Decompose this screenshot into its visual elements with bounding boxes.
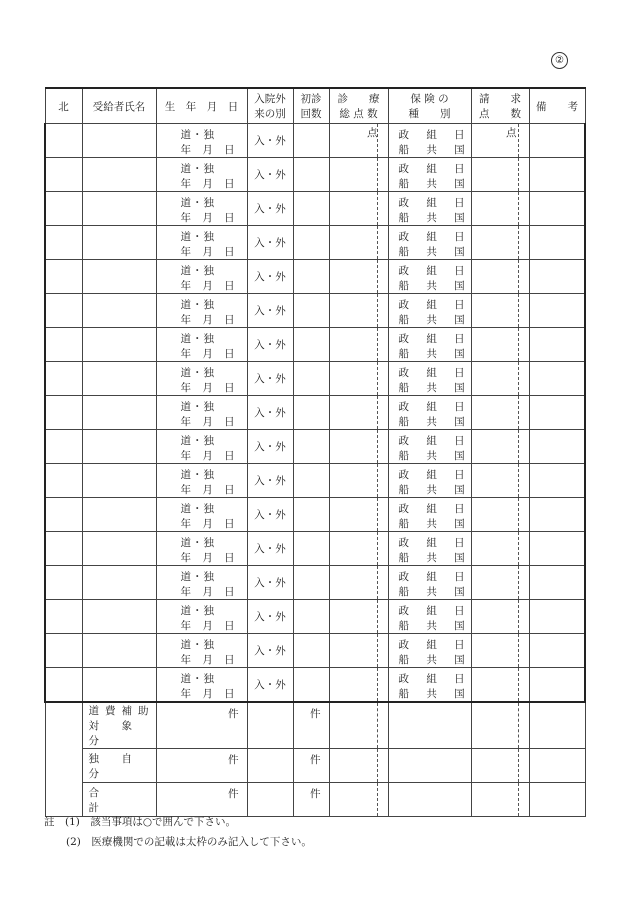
name-cell[interactable] (82, 566, 156, 600)
inout-cell[interactable]: 入・外 (247, 600, 293, 634)
table-row (45, 634, 585, 668)
table-row (45, 362, 585, 396)
birth-cell[interactable]: 道・独 年 月 日 (156, 668, 247, 703)
first-visit-cell[interactable] (293, 498, 329, 532)
name-cell[interactable] (82, 430, 156, 464)
remarks-cell[interactable] (529, 226, 585, 260)
name-cell[interactable] (82, 124, 156, 158)
inout-cell[interactable]: 入・外 (247, 532, 293, 566)
birth-cell[interactable]: 道・独 年 月 日 (156, 430, 247, 464)
table-row (45, 566, 585, 600)
inout-cell[interactable]: 入・外 (247, 158, 293, 192)
insurance-cell[interactable]: 政 組 日 船 共 国 (388, 226, 471, 260)
summary-label: 合 計 (82, 783, 156, 817)
summary-count-cell[interactable]: 件 (156, 783, 247, 817)
remarks-cell[interactable] (529, 396, 585, 430)
claim-points-cell[interactable] (471, 498, 529, 532)
col-kita: 北 (45, 88, 82, 124)
insurance-cell[interactable]: 政 組 日 船 共 国 (388, 192, 471, 226)
claim-points-cell[interactable] (471, 430, 529, 464)
first-visit-cell[interactable] (293, 430, 329, 464)
total-points-cell[interactable] (329, 430, 388, 464)
claim-points-cell[interactable]: 点 (471, 124, 529, 158)
insurance-cell[interactable]: 政 組 日 船 共 国 (388, 260, 471, 294)
claim-points-cell[interactable] (471, 294, 529, 328)
name-cell[interactable] (82, 464, 156, 498)
table-row (45, 226, 585, 260)
name-cell[interactable] (82, 158, 156, 192)
total-points-cell[interactable] (329, 158, 388, 192)
name-cell[interactable] (82, 260, 156, 294)
inout-cell[interactable]: 入・外 (247, 430, 293, 464)
remarks-cell[interactable] (529, 192, 585, 226)
name-cell[interactable] (82, 362, 156, 396)
claim-points-cell[interactable] (471, 464, 529, 498)
claim-points-cell[interactable] (471, 600, 529, 634)
col-first: 初診 回数 (293, 88, 329, 124)
insurance-cell[interactable]: 政 組 日 船 共 国 (388, 464, 471, 498)
summary-blank-cell[interactable] (247, 702, 293, 749)
kita-cell[interactable] (45, 464, 82, 498)
insurance-cell[interactable]: 政 組 日 船 共 国 (388, 124, 471, 158)
kita-cell[interactable] (45, 294, 82, 328)
remarks-cell[interactable] (529, 362, 585, 396)
summary-points-cell[interactable] (329, 749, 388, 783)
kita-cell[interactable] (45, 192, 82, 226)
summary-first-count-cell[interactable]: 件 (293, 702, 329, 749)
remarks-cell[interactable] (529, 634, 585, 668)
kita-cell[interactable] (45, 498, 82, 532)
first-visit-cell[interactable] (293, 634, 329, 668)
total-points-cell[interactable] (329, 192, 388, 226)
remarks-cell[interactable] (529, 464, 585, 498)
kita-cell[interactable] (45, 634, 82, 668)
table-row (45, 396, 585, 430)
summary-claim-cell[interactable] (471, 749, 529, 783)
kita-cell[interactable] (45, 532, 82, 566)
table-row (45, 158, 585, 192)
col-claim: 請 求 点 数 (471, 88, 529, 124)
table-row (45, 668, 585, 703)
remarks-cell[interactable] (529, 328, 585, 362)
claim-form-table (44, 87, 586, 817)
kita-cell[interactable] (45, 124, 82, 158)
summary-left-cell (45, 702, 82, 817)
remarks-cell[interactable] (529, 600, 585, 634)
insurance-cell[interactable]: 政 組 日 船 共 国 (388, 600, 471, 634)
table-row (45, 192, 585, 226)
birth-cell[interactable]: 道・独 年 月 日 (156, 124, 247, 158)
kita-cell[interactable] (45, 396, 82, 430)
insurance-cell[interactable]: 政 組 日 船 共 国 (388, 430, 471, 464)
total-points-cell[interactable] (329, 328, 388, 362)
summary-row-subsidy (45, 702, 585, 749)
remarks-cell[interactable] (529, 532, 585, 566)
claim-points-cell[interactable] (471, 634, 529, 668)
claim-points-cell[interactable] (471, 158, 529, 192)
inout-cell[interactable]: 入・外 (247, 396, 293, 430)
kita-cell[interactable] (45, 158, 82, 192)
note-1: (1) 該当事項は○で囲んで下さい。 (65, 816, 237, 828)
remarks-cell[interactable] (529, 566, 585, 600)
remarks-cell[interactable] (529, 158, 585, 192)
inout-cell[interactable]: 入・外 (247, 226, 293, 260)
col-birth: 生 年 月 日 (156, 88, 247, 124)
birth-cell[interactable]: 道・独 年 月 日 (156, 362, 247, 396)
summary-count-cell[interactable]: 件 (156, 749, 247, 783)
first-visit-cell[interactable] (293, 192, 329, 226)
table-row (45, 532, 585, 566)
first-visit-cell[interactable] (293, 362, 329, 396)
inout-cell[interactable]: 入・外 (247, 362, 293, 396)
col-name: 受給者氏名 (82, 88, 156, 124)
insurance-cell[interactable]: 政 組 日 船 共 国 (388, 158, 471, 192)
first-visit-cell[interactable] (293, 668, 329, 703)
total-points-cell[interactable] (329, 566, 388, 600)
name-cell[interactable] (82, 668, 156, 703)
summary-remarks-cell[interactable] (529, 749, 585, 783)
remarks-cell[interactable] (529, 668, 585, 703)
insurance-cell[interactable]: 政 組 日 船 共 国 (388, 498, 471, 532)
inout-cell[interactable]: 入・外 (247, 260, 293, 294)
total-points-cell[interactable] (329, 634, 388, 668)
inout-cell[interactable]: 入・外 (247, 192, 293, 226)
birth-cell[interactable]: 道・独 年 月 日 (156, 600, 247, 634)
total-points-cell[interactable] (329, 260, 388, 294)
birth-cell[interactable]: 道・独 年 月 日 (156, 158, 247, 192)
total-points-cell[interactable] (329, 464, 388, 498)
summary-points-cell[interactable] (329, 702, 388, 749)
table-row (45, 294, 585, 328)
insurance-cell[interactable]: 政 組 日 船 共 国 (388, 566, 471, 600)
name-cell[interactable] (82, 226, 156, 260)
inout-cell[interactable]: 入・外 (247, 668, 293, 703)
name-cell[interactable] (82, 634, 156, 668)
name-cell[interactable] (82, 600, 156, 634)
name-cell[interactable] (82, 532, 156, 566)
name-cell[interactable] (82, 498, 156, 532)
summary-claim-cell[interactable] (471, 783, 529, 817)
birth-cell[interactable]: 道・独 年 月 日 (156, 396, 247, 430)
birth-cell[interactable]: 道・独 年 月 日 (156, 226, 247, 260)
total-points-cell[interactable] (329, 396, 388, 430)
claim-points-cell[interactable] (471, 396, 529, 430)
summary-row-own (45, 749, 585, 783)
birth-cell[interactable]: 道・独 年 月 日 (156, 498, 247, 532)
total-points-cell[interactable]: 点 (329, 124, 388, 158)
first-visit-cell[interactable] (293, 600, 329, 634)
table-row (45, 260, 585, 294)
total-points-cell[interactable] (329, 294, 388, 328)
summary-label: 道費補助 対 象 分 (82, 702, 156, 749)
summary-claim-cell[interactable] (471, 702, 529, 749)
total-points-cell[interactable] (329, 600, 388, 634)
birth-cell[interactable]: 道・独 年 月 日 (156, 532, 247, 566)
total-points-cell[interactable] (329, 362, 388, 396)
summary-count-cell[interactable]: 件 (156, 702, 247, 749)
first-visit-cell[interactable] (293, 396, 329, 430)
note-label: 註 (44, 816, 55, 828)
claim-points-cell[interactable] (471, 668, 529, 703)
inout-cell[interactable]: 入・外 (247, 566, 293, 600)
birth-cell[interactable]: 道・独 年 月 日 (156, 260, 247, 294)
inout-cell[interactable]: 入・外 (247, 498, 293, 532)
name-cell[interactable] (82, 192, 156, 226)
kita-cell[interactable] (45, 226, 82, 260)
summary-remarks-cell[interactable] (529, 783, 585, 817)
table-row (45, 498, 585, 532)
claim-points-cell[interactable] (471, 532, 529, 566)
inout-cell[interactable]: 入・外 (247, 124, 293, 158)
table-row (45, 430, 585, 464)
summary-remarks-cell[interactable] (529, 702, 585, 749)
birth-cell[interactable]: 道・独 年 月 日 (156, 328, 247, 362)
birth-cell[interactable]: 道・独 年 月 日 (156, 192, 247, 226)
total-points-cell[interactable] (329, 668, 388, 703)
page-number: ② (551, 52, 568, 69)
table-row (45, 124, 585, 158)
first-visit-cell[interactable] (293, 158, 329, 192)
name-cell[interactable] (82, 294, 156, 328)
table-row (45, 328, 585, 362)
insurance-cell[interactable]: 政 組 日 船 共 国 (388, 634, 471, 668)
inout-cell[interactable]: 入・外 (247, 328, 293, 362)
insurance-cell[interactable]: 政 組 日 船 共 国 (388, 532, 471, 566)
inout-cell[interactable]: 入・外 (247, 634, 293, 668)
summary-first-count-cell[interactable]: 件 (293, 749, 329, 783)
header-row (45, 88, 585, 124)
summary-points-cell[interactable] (329, 783, 388, 817)
claim-points-cell[interactable] (471, 566, 529, 600)
inout-cell[interactable]: 入・外 (247, 294, 293, 328)
claim-points-cell[interactable] (471, 260, 529, 294)
first-visit-cell[interactable] (293, 260, 329, 294)
claim-points-cell[interactable] (471, 192, 529, 226)
insurance-cell[interactable]: 政 組 日 船 共 国 (388, 668, 471, 703)
first-visit-cell[interactable] (293, 328, 329, 362)
remarks-cell[interactable] (529, 124, 585, 158)
col-insurance: 保 険 の 種 別 (388, 88, 471, 124)
table-row (45, 464, 585, 498)
remarks-cell[interactable] (529, 294, 585, 328)
kita-cell[interactable] (45, 430, 82, 464)
summary-ins-cell[interactable] (388, 783, 471, 817)
col-total: 診 療 総 点 数 (329, 88, 388, 124)
birth-cell[interactable]: 道・独 年 月 日 (156, 464, 247, 498)
col-inout: 入院外 来の別 (247, 88, 293, 124)
table-row (45, 600, 585, 634)
name-cell[interactable] (82, 396, 156, 430)
summary-ins-cell[interactable] (388, 749, 471, 783)
insurance-cell[interactable]: 政 組 日 船 共 国 (388, 396, 471, 430)
notes (44, 812, 312, 852)
note-2: (2) 医療機関での記載は太枠のみ記入して下さい。 (66, 836, 312, 848)
summary-blank-cell[interactable] (247, 749, 293, 783)
remarks-cell[interactable] (529, 498, 585, 532)
kita-cell[interactable] (45, 328, 82, 362)
first-visit-cell[interactable] (293, 294, 329, 328)
name-cell[interactable] (82, 328, 156, 362)
kita-cell[interactable] (45, 566, 82, 600)
inout-cell[interactable]: 入・外 (247, 464, 293, 498)
kita-cell[interactable] (45, 600, 82, 634)
remarks-cell[interactable] (529, 260, 585, 294)
col-remarks: 備 考 (529, 88, 585, 124)
first-visit-cell[interactable] (293, 532, 329, 566)
claim-points-cell[interactable] (471, 226, 529, 260)
claim-points-cell[interactable] (471, 328, 529, 362)
birth-cell[interactable]: 道・独 年 月 日 (156, 634, 247, 668)
kita-cell[interactable] (45, 668, 82, 703)
summary-first-count-cell[interactable]: 件 (293, 783, 329, 817)
total-points-cell[interactable] (329, 532, 388, 566)
kita-cell[interactable] (45, 362, 82, 396)
remarks-cell[interactable] (529, 430, 585, 464)
birth-cell[interactable]: 道・独 年 月 日 (156, 294, 247, 328)
first-visit-cell[interactable] (293, 566, 329, 600)
summary-label: 独 自 分 (82, 749, 156, 783)
insurance-cell[interactable]: 政 組 日 船 共 国 (388, 362, 471, 396)
kita-cell[interactable] (45, 260, 82, 294)
claim-points-cell[interactable] (471, 362, 529, 396)
summary-ins-cell[interactable] (388, 702, 471, 749)
first-visit-cell[interactable] (293, 226, 329, 260)
total-points-cell[interactable] (329, 226, 388, 260)
insurance-cell[interactable]: 政 組 日 船 共 国 (388, 328, 471, 362)
insurance-cell[interactable]: 政 組 日 船 共 国 (388, 294, 471, 328)
first-visit-cell[interactable] (293, 124, 329, 158)
birth-cell[interactable]: 道・独 年 月 日 (156, 566, 247, 600)
first-visit-cell[interactable] (293, 464, 329, 498)
total-points-cell[interactable] (329, 498, 388, 532)
